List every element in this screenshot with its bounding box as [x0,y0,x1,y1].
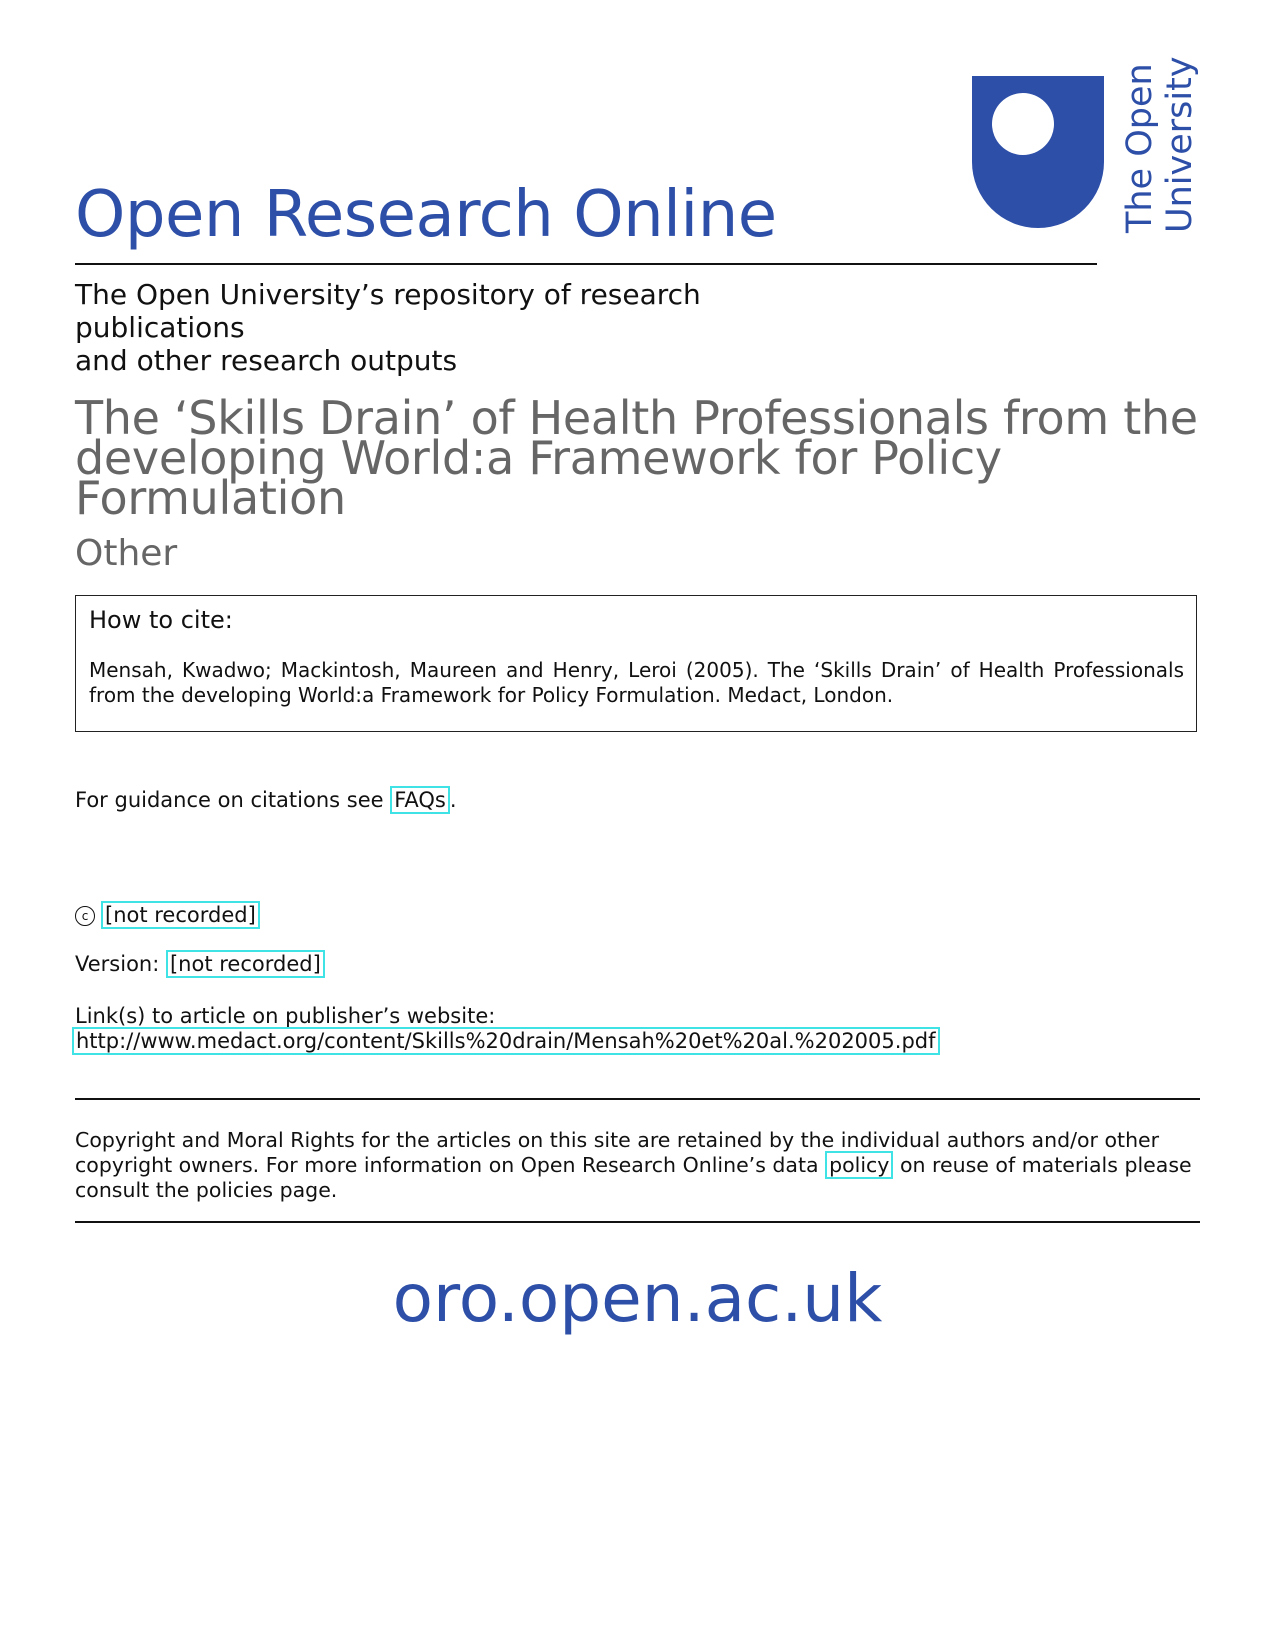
publisher-link-label: Link(s) to article on publisher’s website: [75,1004,496,1028]
citation-guidance [75,788,457,812]
copyright-icon: c [75,906,95,926]
header-divider [75,263,1097,265]
section-divider-top [75,1098,1200,1100]
tagline-line-1: The Open University’s repository of research publications [75,278,701,344]
guidance-suffix: . [449,788,457,812]
copyright-line [75,903,260,927]
repository-tagline [75,278,875,377]
tagline-line-2: and other research outputs [75,344,458,377]
faqs-link[interactable]: FAQs [390,786,450,814]
open-university-logo [972,56,1200,236]
rights-statement [75,1128,1200,1203]
logo-line-2: University [1160,56,1200,233]
site-url[interactable]: oro.open.ac.uk [392,1260,883,1337]
citation-box [75,595,1197,732]
paper-title: The ‘Skills Drain’ of Health Professionals from the developing World:a Framework for Policy Formulation [75,391,1198,525]
version-line [75,952,325,976]
copyright-value-link[interactable]: [not recorded] [101,901,260,929]
logo-line-1: The Open [1120,63,1160,233]
item-type: Other [75,533,178,574]
version-label: Version: [75,952,166,976]
rights-text-before: Copyright and Moral Rights for the articles on this site are retained by the individual authors and/or other copyright owners. For more information on Open Research Online’s data [75,1128,1160,1177]
citation-text: Mensah, Kwadwo; Mackintosh, Maureen and Henry, Leroi (2005). The ‘Skills Drain’ of Health Professionals from the developing World:a Framework for Policy Formulation. Medact, London. [89,658,1184,707]
site-title: Open Research Online [75,178,777,252]
shield-logo-icon [972,76,1104,228]
publisher-url-link[interactable]: http://www.medact.org/content/Skills%20drain/Mensah%20et%20al.%202005.pdf [72,1027,940,1055]
citation-heading: How to cite: [89,606,233,634]
rights-text-after: on reuse of materials please consult the policies page. [75,1153,1192,1202]
version-value-link[interactable]: [not recorded] [166,950,325,978]
policy-link[interactable]: policy [825,1151,893,1179]
logo-wordmark [1120,56,1200,233]
guidance-prefix: For guidance on citations see [75,788,391,812]
section-divider-bottom [75,1221,1200,1223]
publisher-link-line [72,1029,940,1053]
